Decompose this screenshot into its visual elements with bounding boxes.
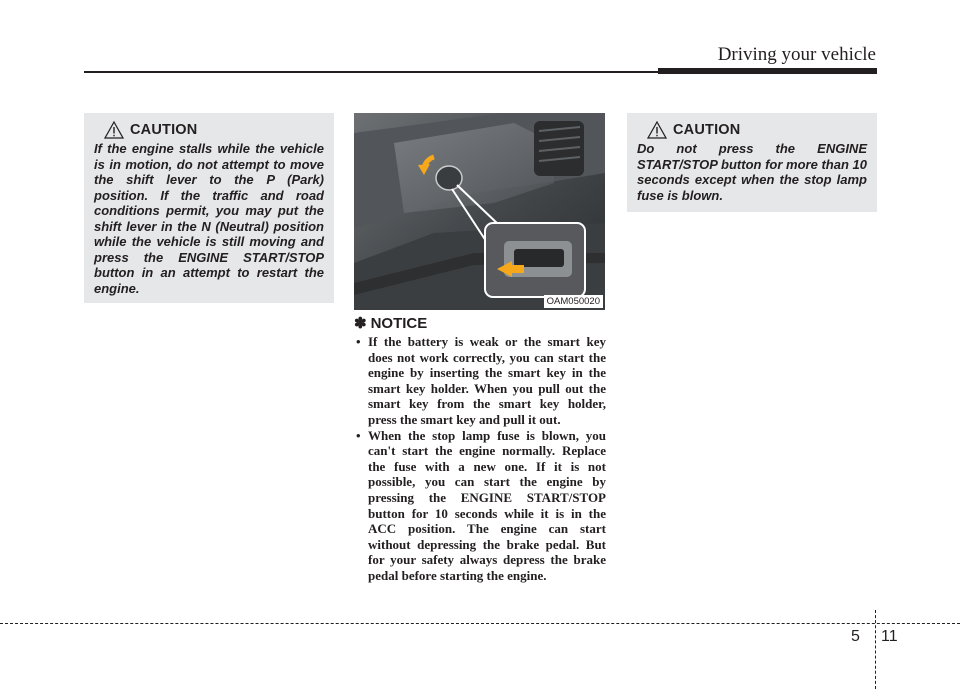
caution-text: Do not press the ENGINE START/STOP button for more than 10 seconds except when the stop lamp fuse is blown.: [637, 141, 867, 203]
warning-triangle-icon: [647, 121, 667, 139]
header-rule-bold: [658, 68, 877, 74]
asterisk-icon: ✽: [354, 315, 367, 332]
caution-title: CAUTION: [673, 122, 741, 138]
footer-rule: [0, 623, 960, 624]
bullet-icon: •: [356, 334, 361, 349]
figure-code: OAM050020: [544, 295, 603, 308]
caution-box-engine-button: [627, 113, 877, 212]
notice-title: NOTICE: [370, 314, 428, 332]
notice-section: [354, 314, 606, 584]
caution-box-shift-lever: [84, 113, 334, 303]
dashboard-illustration: [354, 113, 605, 310]
smart-key-holder-illustration: [354, 113, 605, 310]
header-rule: [84, 71, 660, 73]
bullet-icon: •: [356, 427, 361, 443]
caution-header: [94, 121, 324, 139]
section-title: Driving your vehicle: [717, 44, 876, 65]
warning-triangle-icon: [104, 121, 124, 139]
notice-header: [354, 314, 606, 332]
caution-text: If the engine stalls while the vehicle is in motion, do not attempt to move the shift lever to the P (Park) position. If the traffic and road conditions permit, you may put the shift lever in the N (Neutral) position while the vehicle is still moving and press the ENGINE START/STOP button in an attempt to restart the engine.: [94, 141, 324, 296]
notice-item: • If the battery is weak or the smart key does not work correctly, you can start the engine by inserting the smart key in the smart key holder. When you pull out the smart key from the smart key holder, press the smart key and pull it out.: [356, 334, 606, 427]
caution-header: [637, 121, 867, 139]
caution-title: CAUTION: [130, 122, 198, 138]
page-number: 11: [881, 628, 898, 645]
notice-list: [354, 334, 606, 584]
chapter-number: 5: [851, 628, 860, 645]
footer-divider: [875, 610, 876, 689]
notice-item: • When the stop lamp fuse is blown, you can't start the engine normally. Replace the fuse with a new one. If it is not possible, you can start the engine by pressing the ENGINE START/STOP button for 10 seconds while it is in the ACC position. The engine can start without depressing the brake pedal. But for your safety always depress the brake pedal before starting the engine.: [356, 427, 606, 583]
